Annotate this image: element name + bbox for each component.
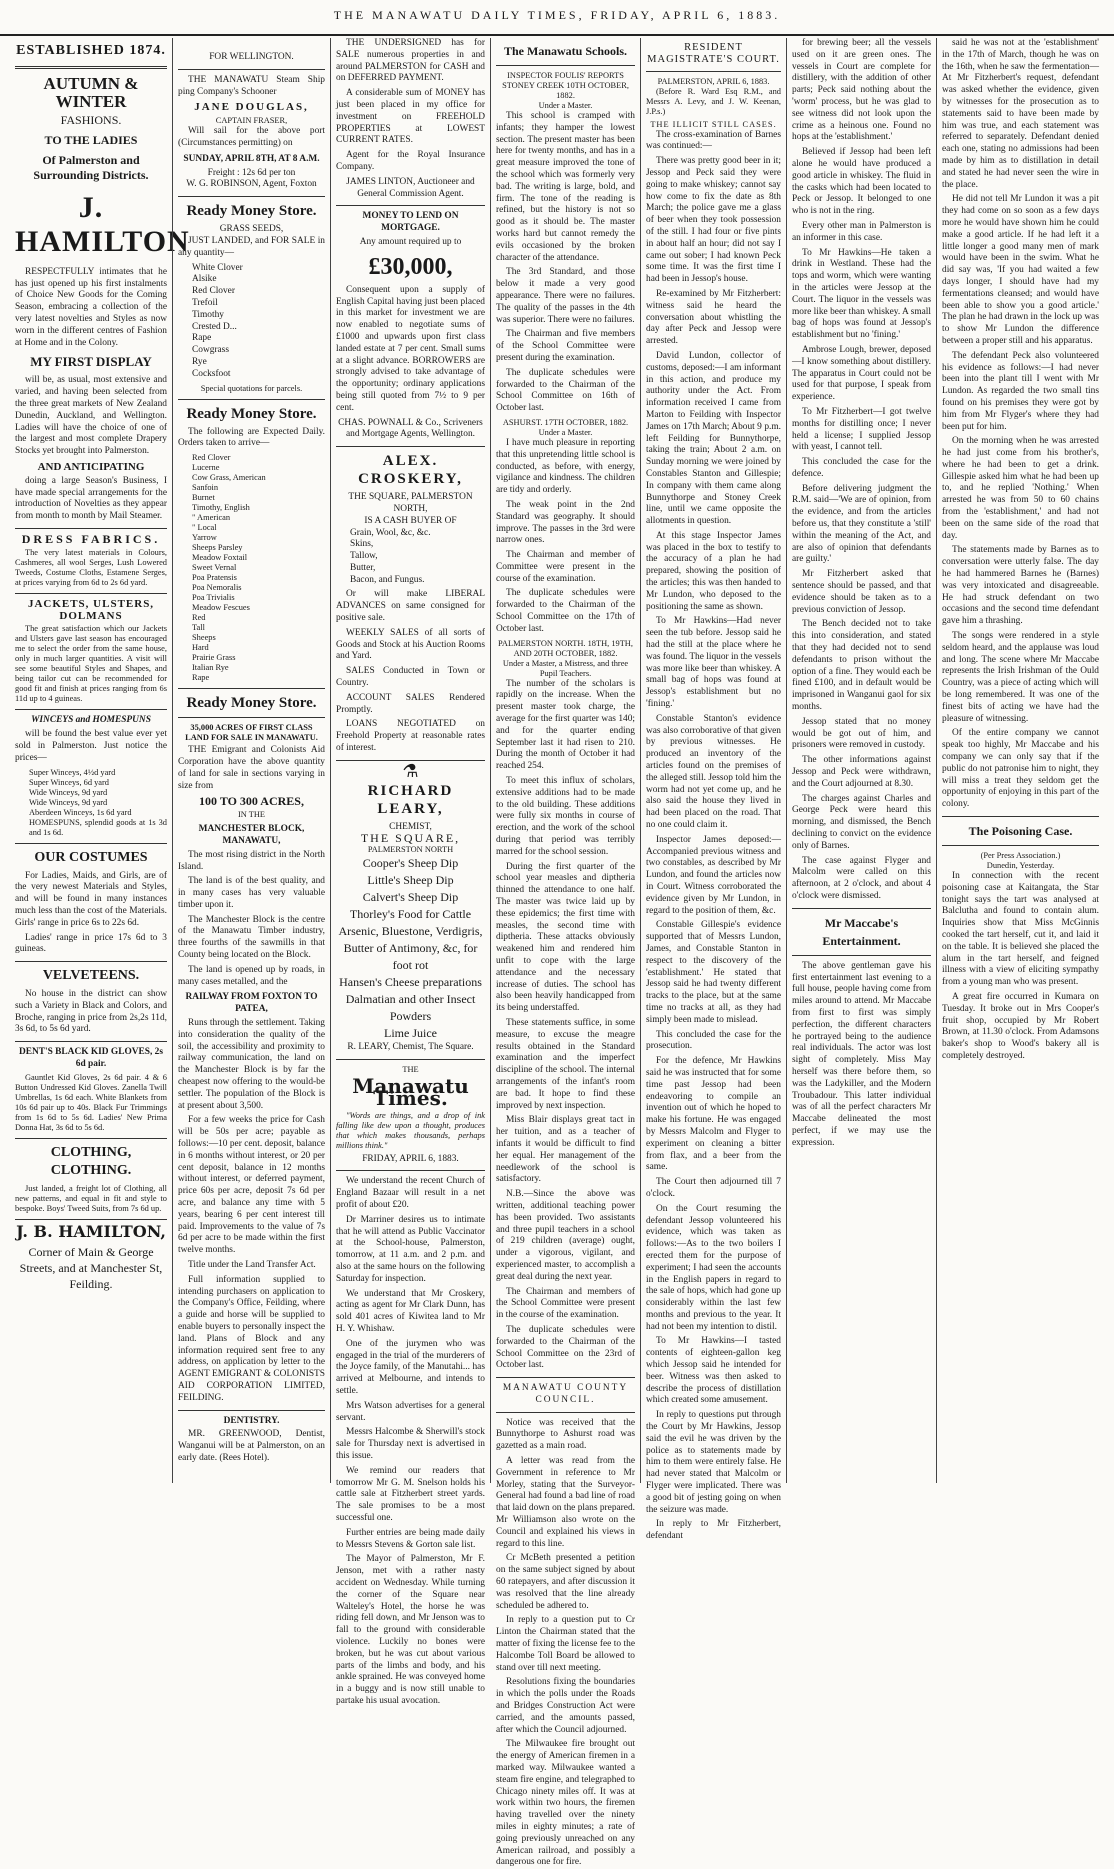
divider [15, 961, 167, 962]
fire-text: A great fire occurred in Kumara on Tuesday. It broke out in Mrs Cooper's fruit shop, occupied by Mr Robert Brown, at 11.30 o'clock. From Adamsons baker's shop to Wood's bakery all is completely destroyed. [942, 991, 1099, 1061]
divider [15, 528, 167, 529]
court-text: The defendant Peck also volunteered his evidence as follows:—I had never been into the plant till I went with Mr Lundon. As regarded the two small tins found on his premises they were got by him from Mr Flyger's where they had been put for him. [942, 350, 1099, 432]
list-item: Cocksfoot [192, 368, 231, 379]
divider [178, 1410, 325, 1411]
expected-text: The following are Expected Daily. Orders taken to arrive— [178, 426, 325, 449]
court-text: The charges against Charles and George Peck were heard this morning, and dismissed, the Bench declining to convict on the evidence only of Barnes. [792, 793, 931, 851]
steam-text: THE MANAWATU Steam Ship ping Company's Schooner [178, 74, 325, 97]
autumn-heading: AUTUMN & WINTER [43, 74, 139, 111]
column-3-adverts-editorial [330, 38, 490, 1706]
list-item: Rape [192, 673, 210, 683]
divider [496, 1412, 635, 1413]
list-item: Arsenic, Bluestone, Verdigris, Butter of Antimony, &c, for foot rot [338, 924, 483, 973]
reports-heading: INSPECTOR FOULIS' REPORTS [507, 71, 624, 80]
list-item: Cowgrass [192, 345, 229, 356]
list-item: Red Clover [192, 286, 235, 297]
court-text: Believed if Jessop had been left alone he would have produced a good article in whiskey. The fluid in the casks which had been located to Peck or Jessop. It belonged to one who is not in the ring. [792, 147, 931, 217]
jackets-text: The great satisfaction which our Jackets and Ulsters gave last season has encouraged me to select the order from the same house, only in much larger quantities. A visit will see some beautiful Styles and Shapes, and being tailor cut can be recommended for good fit and finish at prices ranging from 6s 11d up to 4 guineas. [15, 624, 167, 704]
poison-heading: The Poisoning Case. [968, 824, 1073, 838]
court-text: Mr Fitzherbert asked that sentence should be passed, and that evidence should be taken as to a previous conviction of Jessop. [792, 569, 931, 615]
list-item: Tallow, [350, 551, 378, 562]
news-item: One of the jurymen who was engaged in the trial of the murderers of the Joyce family, of the Manutahi... has arrived at Melbourne, and intends to settle. [336, 1338, 485, 1396]
masthead-title: THE MANAWATU DAILY TIMES, FRIDAY, APRIL 6, 1883. [333, 8, 781, 22]
velveteens-text: No house in the district can show such a Variety in Black and Colors, and Broche, ranging in price from 2s,2s 11d, 3s 6d, to 5s 6d yard. [15, 989, 167, 1035]
court-text: for brewing beer; all the vessels used on it are green ones. The vessels in Court are complete for distillery, with the addition of other parts; Peck said nothing about the 'worm' process, but he was glad to see witness did not look upon the crime as a heinous one. Found no hops at the 'establishment.' [792, 38, 931, 143]
mortar-pestle-icon: ⚗ [402, 760, 419, 781]
money-text: A considerable sum of MONEY has just been placed in my office for investment on FREEHOLD PROPERTIES at LOWEST CURRENT RATES. [336, 88, 485, 146]
list-item: Grain, Wool, &c, &c. [350, 527, 431, 538]
divider [15, 1041, 167, 1042]
divider [336, 446, 485, 447]
established-heading: ESTABLISHED 1874. [16, 43, 166, 58]
divider [15, 1219, 167, 1220]
shipping-agent: W. G. ROBINSON, Agent, Foxton [186, 179, 317, 190]
maccabe-heading: Mr Maccabe's Entertainment. [822, 915, 901, 948]
court-text: The statements made by Barnes as to conversation were utterly false. The day he had hammered Barnes he (Barnes) was very intoxicated and disagreeable. He had struck defendant on two occasions and the second time defendant gave him a thrashing. [942, 545, 1099, 627]
column-5-court [640, 38, 786, 1542]
hamilton-name: J. HAMILTON [15, 190, 190, 258]
master-label: Under a Master. [538, 427, 593, 437]
list-item: Burnet [192, 493, 215, 503]
anticipating-heading: AND ANTICIPATING [37, 460, 145, 473]
divider [178, 69, 325, 70]
council-text: A letter was read from the Government in reference to Mr Morley, stating that the Surveyor-General had found a bad line of road that laid down on the plans prepared. Mr Williamson also wrote on the Council and explained his views in regard to this line. [496, 1456, 635, 1549]
buyer-list [350, 528, 485, 587]
list-item: Timothy, English [192, 503, 250, 513]
list-item: Poa Nemoralis [192, 583, 242, 593]
court-text: Inspector James deposed:—Accompanied previous witness and two constables, as described by Mr Lundon, and found the articles now in Court. Witness corroborated the evidence given by Mr Lundon, in regard to the position of them, &c. [646, 834, 781, 916]
dentistry-heading: DENTISTRY. [223, 1415, 280, 1426]
masthead [0, 0, 1114, 36]
leary-town: PALMERSTON NORTH [367, 845, 454, 855]
news-item: Messrs Halcombe & Sherwill's stock sale for Thursday next is advertised in this issue. [336, 1427, 485, 1461]
block-text-4: The land is opened up by roads, in many cases metalled, and the [178, 964, 325, 987]
report-text: The Chairman and members of the School Committee were present in the course of the examination. [496, 1286, 635, 1321]
sail-text: Will sail for the above port (Circumstances permitting) on [178, 126, 325, 148]
expected-list [192, 453, 325, 683]
divider [15, 66, 167, 69]
clothing-text: Just landed, a freight lot of Clothing, all new patterns, and equal in fit and style to bespoke. Boys' Tweed Suits, from 7s 6d up. [15, 1183, 167, 1213]
display-text: will be, as usual, most extensive and varied, and having been selected from the three great markets of New Zealand Dunedin, Auckland, and Wellington. Ladies will have the choice of one of the largest and most complete Drapery Stocks yet brought into Palmerston. [15, 375, 167, 457]
account-text: ACCOUNT SALES Rendered Promptly. [336, 692, 485, 715]
grass-heading: GRASS SEEDS, [219, 224, 284, 235]
master-label: Under a Master. [538, 101, 593, 110]
seed-list [192, 263, 325, 381]
acres-heading: 35,000 ACRES OF FIRST CLASS LAND FOR SALE IN MANAWATU. [185, 723, 318, 743]
news-item: We understand the recent Church of England Bazaar will result in a net profit of about £20. [336, 1176, 485, 1211]
block-text-8: Full information supplied to intending purchasers on application to the Company's Office, Feilding, where a guide and horse will be supplied to enable buyers to personally inspect the land. Plans of Block and any information required sent free to any address, on application by letter to the AGENT EMIGRANT & COLONISTS AID CORPORATION LIMITED, FEILDING. [178, 1274, 325, 1403]
news-item: The Mayor of Palmerston, Mr F. Jenson, met with a rather nasty accident on Wednesday. While turning the corner of the Square near Walteley's Hotel, the horse he was riding fell down, and Mr Jenson was to fall to the ground with considerable violence. Luckily no bones were broken, but he was cut about various parts of the limbs and body, and his ankle sprained. He was conveyed home in a buggy and is now still unable to partake his usual avocation. [336, 1554, 485, 1706]
fashions-heading: FASHIONS. [60, 113, 122, 127]
palmerston-heading: Of Palmerston and Surrounding Districts. [33, 152, 149, 182]
in-the: IN THE [237, 810, 266, 820]
court-text: At this stage Inspector James was placed in the box to testify to the accuracy of a plan he had prepared, showing the position of the articles; this was then handed to Mr Lundon, who deposed to the positioning the same as shown. [646, 530, 781, 612]
winceys-heading: WINCEYS and HOMESPUNS [31, 715, 151, 726]
croskery-name: ALEX. CROSKERY, [358, 453, 463, 488]
report-text: The number of the scholars is rapidly on the increase. When the present master took charge, the average for the first quarter was 140; and for the quarter ending September last it had risen to 210. During the month of October it had reached 254. [496, 678, 635, 772]
motto: "Words are things, and a drop of ink falling like dew upon a thought, produces that which makes thousands, perhaps millions think." [336, 1110, 485, 1150]
the-label: THE [402, 1065, 419, 1075]
review-text: The songs were rendered in a style seldom heard, and the applause was loud and long. The scene where Mr Maccabe represents the Irish Irishman of the Ould Country, was a piece of acting which will be long remembered. It was one of the finest bits of acting we have had the pleasure of witnessing. [942, 631, 1099, 724]
divider [792, 955, 931, 956]
report-text: The Chairman and five members of the School Committee were present during the examination. [496, 329, 635, 363]
freight-text: Freight : 12s 6d per ton [207, 167, 296, 178]
gloves-heading: DENT'S BLACK KID GLOVES, 2s 6d pair. [18, 1047, 164, 1070]
report-text: The weak point in the 2nd Standard was geography. It should improve. The passes in the 3rd were narrow ones. [496, 499, 635, 546]
list-item: Poa Trivialis [192, 593, 235, 603]
sales-text: SALES Conducted in Town or Country. [336, 666, 485, 689]
leary-signature: R. LEARY, Chemist, The Square. [347, 1042, 474, 1053]
block-text-6: For a few weeks the price for Cash will be 50s per acre; payable as follows:—10 per cent. deposit, balance in 6 months without interest, or 20 per cent deposit, balance in 12 months without interest, or deferred payment, price 60s per acre, deposit 7s 6d per acre, and balance any time with 5 years, bearing 6 per cent interest till paid. Improvements to the value of 7s 6d per acre to be made within the first twelve months. [178, 1115, 325, 1256]
costumes-text: For Ladies, Maids, and Girls, are of the very newest Materials and Styles, and will be found in many instances much less than the cost of the Materials. Girls' range in price 6s to 22s 6d. [15, 870, 167, 928]
court-text: The cross-examination of Barnes was continued:— [646, 129, 781, 152]
list-item: Alsike [192, 274, 217, 285]
times-nameplate: Manawatu Times. [352, 1074, 469, 1110]
stoney-heading: STONEY CREEK 10TH OCTOBER, 1882. [502, 81, 629, 100]
divider [646, 71, 781, 72]
winceys-text: will be found the best value ever yet sold in Palmerston. Just notice the prices— [15, 729, 167, 763]
council-text: The Milwaukee fire brought out the energy of American firemen in a marked way. Milwaukee wanted a steam fire engine, and telegraphed to Chicago ninety miles off. It was at work within two hours, the firemen having travelled over the ninety miles in eighty minutes; a rate of going previously unreached on any American railroad, and possibly a dangerous one for fire. [496, 1739, 635, 1868]
court-text: Jessop stated that no money would be got out of him, and prisoners were removed in custody. [792, 716, 931, 751]
undersigned-text: THE UNDERSIGNED has for SALE numerous properties in and around PALMERSTON for CASH and on DEFERRED PAYMENT. [336, 38, 485, 84]
pownall-signature: CHAS. POWNALL & Co., Scriveners and Mortgage Agents, Wellington. [338, 417, 483, 440]
first-display-heading: MY FIRST DISPLAY [30, 354, 152, 370]
court-text: The case against Flyger and Malcolm were called on this afternoon, at 2 o'clock, and about 4 o'clock were dismissed. [792, 855, 931, 901]
list-item: Calvert's Sheep Dip [362, 890, 459, 905]
block-text-2: The land is of the best quality, and in many cases has very valuable timber upon it. [178, 876, 325, 910]
court-text: This concluded the case for the prosecution. [646, 1029, 781, 1052]
jackets-heading: JACKETS, ULSTERS, DOLMANS [27, 597, 155, 622]
list-item: Bacon, and Fungus. [350, 574, 425, 585]
list-item: Skins, [350, 539, 374, 550]
report-text: The duplicate schedules were forwarded to the Chairman of the School Committee on 16th of October last. [496, 367, 635, 414]
list-item: Little's Sheep Dip [367, 873, 454, 888]
court-text: In reply to questions put through the Court by Mr Hawkins, Jessop said the evil he was driven by the police as to statements made by him to them were entirely false. He had never stated that Malcolm or Flyger were implicated. There was a good bit of jesting going on when the seizure was made. [646, 1410, 781, 1515]
divider [496, 65, 635, 66]
captain-name: CAPTAIN FRASER, [215, 116, 288, 126]
list-item: Super Winceys, 4½d yard [29, 767, 116, 777]
court-text: Constable Stanton's evidence was also corroborative of that given by previous witnesses. He produced an inventory of the articles found on the premises of the alleged still. Jessop told him the worm had not yet come up, and he also said the house they lived in had been placed on the road. That no one could claim it. [646, 713, 781, 831]
loans-text: LOANS NEGOTIATED on Freehold Property at reasonable rates of interest. [336, 719, 485, 754]
list-item: Lime Juice [384, 1026, 437, 1041]
column-6-court-continued [786, 38, 936, 1483]
list-item: Super Winceys, 6d yard [29, 777, 109, 787]
court-text: This concluded the case for the defence. [792, 457, 931, 479]
divider [942, 816, 1099, 817]
divider [15, 593, 167, 594]
list-item: Yarrow [192, 533, 217, 543]
intro-text: RESPECTFULLY intimates that he has just opened up his first instalments of Choice New Goods for the Coming Season, embracing a collection of the very latest novelties and Styles as now worn in the different centres of Fashion at Home and in the Colony. [15, 266, 167, 348]
list-item: Butter, [350, 562, 376, 573]
report-text: These statements suffice, in some measure, to excuse the meagre results obtained in the Standard examination and the imperfect discipline of the school. The internal arrangements of the infant's room are bad. It hope to find these improved by next inspection. [496, 1017, 635, 1111]
dateline: Dunedin, Yesterday. [986, 861, 1055, 870]
divider [792, 908, 931, 909]
divider [496, 1377, 635, 1378]
report-text: During the first quarter of the school year measles and diptheria thinned the attendance to one half. The master was twice laid up by these epidemics; the first time with measles, the second time with diptheria. These attacks obviously weakened him and rendered him unfit to cope with the large attendance and the necessary increase of duties. The school has also been heavily handicapped from its being understaffed. [496, 861, 635, 1014]
court-text: To Mr Hawkins—I tasted contents of eighteen-gallon keg which Jessop said he intended for beer. Witness was then asked to describe the process of distillation which created some amusement. [646, 1336, 781, 1406]
list-item: Sheeps Parsley [192, 543, 243, 553]
divider [15, 843, 167, 844]
list-item: Meadow Foxtail [192, 553, 248, 563]
report-text: I have much pleasure in reporting that this unpretending little school is conducted, as before, with energy, vigilance and kindness. The children are tidy and orderly. [496, 437, 635, 496]
list-item: " American [192, 513, 231, 523]
dentistry-text: MR. GREENWOOD, Dentist, Wanganui will be at Palmerston, on an early date. (Rees Hotel). [178, 1429, 325, 1463]
gloves-text: Gauntlet Kid Gloves, 2s 6d pair. 4 & 6 Button Undressed Kid Gloves. Zanella Twill Umbrellas, 1s 6d each. White Blankets from 10s 6d pair up to 40s. Black Fur Trimmings from 1s 6d to 5s 6d. Ladies' New Prima Donna Hat, 3s 6d to 5s 6d. [15, 1072, 167, 1132]
review-text: Of the entire company we cannot speak too highly, Mr Maccabe and his company we can only say that if the public do not patronise him to night, they will miss a treat they seldom get the opportunity of enjoying in this part of the colony. [942, 728, 1099, 810]
sum-amount: £30,000, [368, 253, 453, 280]
buyer-heading: IS A CASH BUYER OF [364, 515, 457, 526]
report-text: This school is cramped with infants; they hamper the lowest section. The present master has been here for twenty months, and has in a great measure improved the tone of the school which was formerly very bad. The writing is large, bold, and firm. The tone of the reading is refined, but the history is not so good as it should be. The master works hard but cannot remedy the evils occasioned by the broken character of the attendance. [496, 111, 635, 263]
column-7-court-review [936, 38, 1104, 1483]
list-item: Aberdeen Winceys, 1s 6d yard [29, 807, 132, 817]
anticipating-text: doing a large Season's Business, I have made special arrangements for the introduction of Novelties as they appear from month to month by Mail Steamer. [15, 475, 167, 522]
court-text: In reply to Mr Fitzherbert, defendant [646, 1519, 781, 1542]
list-item: Timothy [192, 309, 224, 320]
court-text: The Bench decided not to take this into consideration, and stated that they had decided not to send defendants to prison without the option of a fine. They would each be fined £100, and in default would be imprisoned in Wanganui gaol for six months. [792, 619, 931, 713]
court-heading: RESIDENT MAGISTRATE'S COURT. [647, 42, 780, 65]
court-text: On the Court resuming the defendant Jessop volunteered his evidence, which was taken as follows:—As to the two boilers I erected them for the purpose of experiment; I had seen the accounts in the English papers in regard to the sale of hops, which had gone up considerably within the last few months and previous to the year. It had not been my intention to distil. [646, 1203, 781, 1332]
acres-text: THE Emigrant and Colonists Aid Corporation have the above quantity of land for sale in sections varying in size from [178, 745, 325, 791]
ashurst-heading: ASHURST. 17TH OCTOBER, 1882. [502, 417, 629, 427]
council-text: Cr McBeth presented a petition on the same subject signed by about 60 ratepayers, and after discussion it was resolved that the line already scheduled be adhered to. [496, 1553, 635, 1611]
poison-text: In connection with the recent poisoning case at Kaitangata, the Star tonight says the tart was analysed at Balclutha and found to contain alum. Inquiries show that Miss McGinnis cooked the tart herself, cut it, and laid it on the table. It is believed she placed the alum in the tart herself, and feigned illness with a view of eliciting sympathy from a young man who was present. [942, 871, 1099, 988]
review-text: The above gentleman gave his first entertainment last evening to a full house, people having come from miles around to attend. Mr Maccabe from first to first was simply perfection, the different characters he portrayed being to the audience real individuals. The actor was lost sight of completely. Miss May herself was there before them, so was the Ladykiller, and the Modern Troubadour. This latter individual was of all the perfect characters Mr Maccabe delineated the most perfect, if we may use the expression. [792, 960, 931, 1148]
divider [178, 399, 325, 400]
dress-text: The very latest materials in Colours, Cashmeres, all wool Serges, Lush Lowered Tweeds, Costume Cloths, Estamene Serges, at prices varying from 6d to 2s 6d yard. [15, 547, 167, 587]
ship-name: JANE DOUGLAS, [194, 101, 309, 114]
council-text: Resolutions fixing the boundaries in which the polls under the Roads and Bridges Construction Act were carried, and the amounts passed, after which the Council adjourned. [496, 1677, 635, 1735]
acres-range: 100 TO 300 ACRES, [199, 794, 304, 809]
court-text: On the morning when he was arrested he had just come from his brother's, where he had been to get a drink. Gillespie asked him what he had been up to, and he replied 'Nothing.' When arrested he was from 50 to 60 chains from the 'establishment,' and had not been on the same side of the road that day. [942, 436, 1099, 541]
sum-text: Consequent upon a supply of English Capital having just been placed in this market for investment we are now enabled to negotiate sums of £1000 and upwards upon first class landed estate at 7 per cent. Small sums at a slight advance. BORROWERS are strongly advised to take advantage of the opportunity; ordinary applications being still quoted from 7½ to 9 per cent. [336, 284, 485, 413]
court-text: There was pretty good beer in it; Jessop and Peck said they were going to make whiskey; cannot say how come to fix the date as 8th March; the police gave me a glass of beer when they took possession of the still. I had four or five pints in about half an hour; did not say I came out sober; I had known Peck some time. It was the first time I had been in Jessop's house. [646, 156, 781, 285]
court-text: Ambrose Lough, brewer, deposed—I know something about distillery. The apparatus in Court could not be used for that purpose, I speak from experience. [792, 344, 931, 403]
schools-heading: The Manawatu Schools. [503, 44, 628, 58]
news-item: Further entries are being made daily to Messrs Stevens & Gorton sale list. [336, 1527, 485, 1550]
master-label: Under a Master, a Mistress, and three Pupil Teachers. [502, 658, 629, 678]
product-list [336, 855, 485, 1042]
grass-text: JUST LANDED, and FOR SALE in any quantity— [178, 235, 325, 258]
block-text-1: The most rising district in the North Island. [178, 849, 325, 872]
list-item: Sheeps [192, 633, 216, 643]
block-text-7: Title under the Land Transfer Act. [188, 1260, 316, 1270]
list-item: Wide Winceys, 9d yard [29, 797, 108, 807]
palmerston-heading: PALMERSTON NORTH. 18TH, 19TH, AND 20TH OCTOBER, 1882. [498, 638, 633, 658]
report-text: The duplicate schedules were forwarded to the Chairman of the School Committee on the 17th of October last. [496, 588, 635, 634]
court-text: Constable Gillespie's evidence supported that of Messrs Lundon, James, and Constable Stanton in respect to the discovery of the 'establishment.' He stated that Jessop said he had twenty different tracks to the place, but at the same time no tracks at all, as they had simply been made to mislead. [646, 920, 781, 1025]
linton-signature: JAMES LINTON, Auctioneer and General Commission Agent. [346, 176, 475, 199]
croskery-address: THE SQUARE, PALMERSTON NORTH, [348, 492, 473, 514]
hamilton-address: Corner of Main & George Streets, and at Manchester St, Feilding. [19, 1244, 163, 1291]
news-item: Mrs Watson advertises for a general servant. [336, 1400, 485, 1423]
news-item: We remind our readers that tomorrow Mr G. M. Snelson holds his cattle sale at Fitzherbert street yards. The sale promises to be a most successful one. [336, 1465, 485, 1523]
report-text: N.B.—Since the above was written, additional teaching power has been provided. Two assistants and three pupil teachers in a school of 219 children (average) ought, under a vigorous, vigilant, and experienced master, to accomplish a great deal during the next year. [496, 1189, 635, 1282]
list-item: White Clover [192, 262, 243, 273]
list-item: Rye [192, 356, 207, 367]
list-item: Wide Winceys, 9d yard [29, 787, 108, 797]
list-item: Cow Grass, American [192, 473, 266, 483]
court-date: PALMERSTON, APRIL 6, 1883. [657, 76, 770, 86]
list-item: " Local [192, 523, 217, 533]
list-item: Crested D... [192, 321, 237, 332]
council-text: In reply to a question put to Cr Linton the Chairman stated that the matter of fixing the license fee to the Halcombe Toll Board be allowed to stand over till next meeting. [496, 1615, 635, 1673]
column-4-schools [490, 38, 640, 1868]
advances-text: Or will make LIBERAL ADVANCES on same consigned for positive sale. [336, 589, 485, 624]
list-item: Prairie Grass [192, 653, 236, 663]
special-quotes: Special quotations for parcels. [200, 383, 303, 393]
issue-date: FRIDAY, APRIL 6, 1883. [362, 1153, 459, 1164]
ladies-heading: TO THE LADIES [44, 132, 138, 147]
sail-date: SUNDAY, APRIL 8TH, AT 8 A.M. [183, 153, 320, 164]
block-text-3: The Manchester Block is the centre of the Manawatu Timber industry, three fourths of the sawmills in that County being located on the Block. [178, 914, 325, 961]
wincey-price-list [29, 768, 167, 838]
list-item: Cooper's Sheep Dip [362, 856, 459, 871]
ulsters-text: Ladies' range in price 17s 6d to 3 guineas. [15, 932, 167, 955]
list-item: Trefoil [192, 297, 218, 308]
jb-hamilton-name: J. B. HAMILTON, [16, 1221, 166, 1241]
block-name: MANCHESTER BLOCK, MANAWATU, [198, 824, 305, 846]
dress-heading: DRESS FABRICS. [21, 531, 161, 546]
agent-text: Agent for the Royal Insurance Company. [336, 150, 485, 172]
divider [178, 196, 325, 197]
list-item: HOMESPUNS, splendid goods at 1s 3d and 1s 6d. [29, 817, 167, 837]
list-item: Hansen's Cheese preparations [339, 975, 482, 990]
leary-name: RICHARD LEARY, [367, 782, 454, 817]
ready-money-heading: Ready Money Store. [186, 405, 317, 422]
court-text: The Court then adjourned till 7 o'clock. [646, 1177, 781, 1199]
costumes-heading: OUR COSTUMES [34, 849, 148, 865]
divider [336, 1059, 485, 1060]
court-text: To Mr Fitzherbert—I got twelve months for distilling once; I never held a license; I supplied Jessop with yeast, I cannot tell. [792, 406, 931, 453]
list-item: Thorley's Food for Cattle [349, 907, 472, 922]
court-text: said he was not at the 'establishment' in the 17th of March, though he was on the 16th, when he saw the fermentation—At Mr Fitzherbert's request, defendant was asked whether the evidence, given by witnesses for the prosecution as to statements said to have been made by him was true, and each statement was referred to separately. Defendant denied each one, stating no admissions had been made by him as to distillation in detail and stated he had never seen the wire in the place. [942, 38, 1099, 190]
divider [336, 1170, 485, 1171]
news-item: Dr Marriner desires us to intimate that he will attend as Public Vaccinator at the School-house, Palmerston, tomorrow, at 11 a.m. and 2 p.m. and also at the same hours on the following Saturday for inspection. [336, 1214, 485, 1284]
list-item: Sanfoin [192, 483, 219, 493]
court-text: He did not tell Mr Lundon it was a pit they had come on so soon as a few days more he would have shown him he could make a good article. If he had left it a little longer a good many men of mark would have been in the swim. What he did say was, 'If you had waited a few days longer, I should have had my fermentations cleansed; and would have been able to show you a good article.' The plan he had drawn in the lock up was to show Mr Lundon the difference between a proper still and his apparatus. [942, 194, 1099, 346]
council-text: Notice was received that the Bunnythorpe to Ashurst road was gazetted as a main road. [496, 1417, 635, 1452]
ready-money-heading: Ready Money Store. [186, 203, 317, 220]
list-item: Tall [192, 623, 205, 633]
county-heading: MANAWATU COUNTY COUNCIL. [502, 1383, 629, 1405]
report-text: The duplicate schedules were forwarded to the Chairman of the School Committee on the 23rd of October last. [496, 1324, 635, 1371]
court-text: Every other man in Palmerston is an informer in this case. [792, 220, 931, 243]
report-text: The 3rd Standard, and those below it made a very good appearance. There were no failures. The quality of the passes in the 4th was superior. There were no failures. [496, 267, 635, 325]
chemist-label: CHEMIST, [389, 821, 432, 832]
clothing-heading: CLOTHING, CLOTHING. [50, 1144, 132, 1178]
press-label: (Per Press Association.) [980, 851, 1061, 860]
list-item: Rape [192, 333, 212, 344]
court-text: To Mr Hawkins—He taken a drink in Westland. These had the tops and worm, which were wanting in the articles were Jessop at the Court. The liquor in the vessels was more like beer than whiskey. A small bag of hops was found at Jessop's establishment but no 'fining.' [792, 247, 931, 341]
columns [10, 38, 1104, 1868]
court-text: Before delivering judgment the R.M. said—'We are of opinion, from the evidence, and from the articles before us, that they constitute a 'still' within the meaning of the Act, and are also of opinion that defendants are guilty.' [792, 483, 931, 565]
amount-text: Any amount required up to [359, 236, 462, 247]
list-item: Italian Rye [192, 663, 229, 673]
list-item: Dalmatian and other Insect Powders [345, 992, 476, 1024]
list-item: Red Clover [192, 453, 231, 463]
list-item: Hard [192, 643, 209, 653]
list-item: Poa Pratensis [192, 573, 237, 583]
report-text: To meet this influx of scholars, extensive additions had to be made to the old building. These additions were fully six months in course of erection, and the work of the school during that period was terribly marred for the school session. [496, 776, 635, 857]
divider [178, 688, 325, 689]
divider [336, 205, 485, 206]
list-item: Lucerne [192, 463, 220, 473]
for-wellington-heading: FOR WELLINGTON. [209, 52, 294, 62]
weekly-text: WEEKLY SALES of all sorts of Goods and Stock at his Auction Rooms and Yard. [336, 627, 485, 662]
court-text: Re-examined by Mr Fitzherbert: witness said he heard the conversation about whistling the day after Peck and Jessop were arrested. [646, 288, 781, 347]
column-2-adverts [172, 38, 330, 1483]
news-item: We understand that Mr Croskery, acting as agent for Mr Clark Dunn, has sold 401 acres of Kiwitea land to Mr H. Y. Whishaw. [336, 1288, 485, 1334]
railway-heading: RAILWAY FROM FOXTON TO PATEA, [185, 992, 318, 1015]
court-text: The other informations against Jessop and Peck were withdrawn, and the Court adjourned at 8.30. [792, 755, 931, 789]
still-heading: THE ILLICIT STILL CASES. [650, 119, 777, 129]
list-item: Red [192, 613, 206, 623]
list-item: Meadow Fescues [192, 603, 250, 613]
column-1-hamilton-advert [10, 38, 190, 1483]
velveteens-heading: VELVETEENS. [42, 968, 140, 984]
court-text: David Lundon, collector of customs, deposed:—I am informant in this action, and produce my authority under the Act. From information received I came from Marton to Feilding with Inspector James on 17th March; About 9 p.m. left Feilding for Bunnythorpe, taking the train; About 2 a.m. on Sunday morning we were joined by Constables Stanton and Gillespie; In company with them came along Bunnythorpe and Stoney Creek line, until we came opposite the allotments in question. [646, 350, 781, 527]
ready-money-heading: Ready Money Store. [186, 695, 317, 712]
divider [15, 709, 167, 710]
divider [15, 1138, 167, 1139]
block-text-5: Runs through the settlement. Taking into consideration the quality of the soil, the accessibility and proximity to railway communication, the land on the Manchester Block is by far the cheapest now offering to the would-be settler. The population of the Block is at present about 3,500. [178, 1018, 325, 1111]
court-bench: (Before R. Ward Esq R.M., and Messrs A. Levy, and J. W. Keenan, J.P.s.) [646, 86, 781, 116]
report-text: The Chairman and member of Committee were present in the course of the examination. [496, 550, 635, 584]
divider [942, 845, 1099, 846]
list-item: Sweet Vernal [192, 563, 237, 573]
court-text: For the defence, Mr Hawkins said he was instructed that for some time past Jessop had been endeavoring to compile an invention out of which he hoped to make his fortune. He was engaged by Messrs Malcolm and Flyger to experiment on cleaning a bitter from flax, and a beer from the same. [646, 1056, 781, 1173]
divider [178, 717, 325, 718]
leary-square: THE SQUARE, [360, 831, 461, 846]
court-text: To Mr Hawkins—Had never seen the tub before. Jessop said he had the still at the place where he was found. The liquor in the vessels was more like beer than whiskey. A small bag of hops was found at Jessop's establishment but no 'fining.' [646, 616, 781, 710]
report-text: Miss Blair displays great tact in her tuition, and as a teacher of infants it would be difficult to find her equal. Her management of the needlework of the school is satisfactory. [496, 1115, 635, 1185]
lend-heading: MONEY TO LEND ON MORTGAGE. [362, 211, 459, 234]
